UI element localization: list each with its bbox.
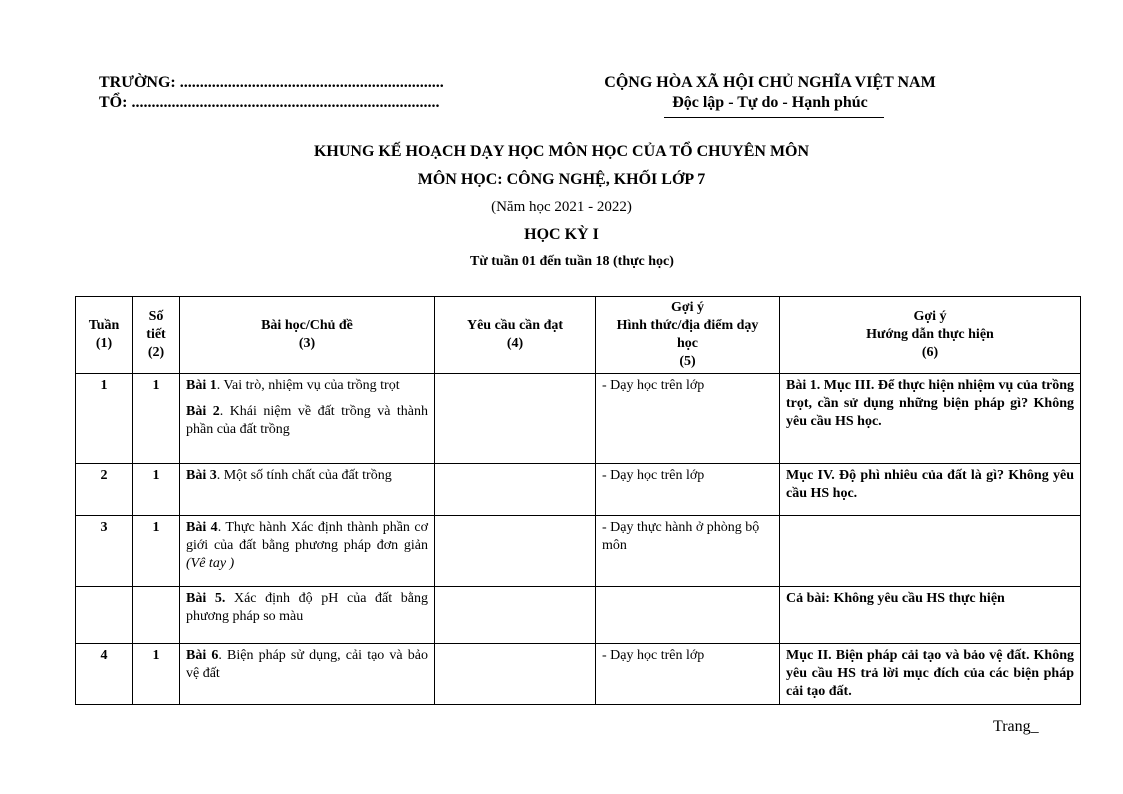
lesson-cell	[180, 374, 435, 464]
national-header	[560, 73, 980, 113]
team-label: TỔ: .............................................................................	[99, 94, 440, 111]
document-title: KHUNG KẾ HOẠCH DẠY HỌC MÔN HỌC CỦA TỔ CHUYÊN MÔN	[313, 143, 810, 160]
header-form-num: (5)	[679, 354, 696, 369]
week-cell: 2	[76, 464, 133, 516]
lesson-title: . Vai trò, nhiệm vụ của trồng trọt	[216, 378, 400, 393]
periods-cell: 1	[133, 464, 180, 516]
lesson-item	[186, 467, 428, 485]
week-cell: 4	[76, 644, 133, 705]
header-week	[76, 297, 133, 374]
lesson-note: (Vê tay )	[186, 556, 235, 571]
lesson-item	[186, 590, 428, 626]
guide-cell: Cả bài: Không yêu cầu HS thực hiện	[780, 587, 1081, 644]
guide-cell: Bài 1. Mục III. Để thực hiện nhiệm vụ của trồng trọt, cần sử dụng những biện pháp gì? Không yêu cầu HS học.	[780, 374, 1081, 464]
header-periods-label-1: Số	[148, 309, 164, 324]
lesson-number: Bài 5.	[186, 591, 226, 606]
header-form-label-1: Gợi ý	[670, 300, 705, 315]
lesson-number: Bài 6	[186, 648, 219, 663]
lesson-item	[186, 403, 428, 439]
page-number: Trang_	[993, 718, 1039, 735]
school-line	[99, 73, 444, 93]
teaching-plan-table	[75, 296, 1081, 705]
header-form	[596, 297, 780, 374]
weeks-range: Từ tuần 01 đến tuần 18 (thực học)	[470, 254, 674, 269]
header-periods-label-2: tiết	[146, 327, 166, 342]
team-line	[99, 93, 444, 113]
guide-cell: Mục IV. Độ phì nhiêu của đất là gì? Không yêu cầu HS học.	[780, 464, 1081, 516]
form-cell: - Dạy học trên lớp	[596, 374, 780, 464]
motto: Độc lập - Tự do - Hạnh phúc	[672, 94, 868, 111]
requirement-cell	[435, 374, 596, 464]
header-guide-label-1: Gợi ý	[913, 309, 947, 324]
requirement-cell	[435, 587, 596, 644]
requirement-cell	[435, 516, 596, 587]
country-name: CỘNG HÒA XÃ HỘI CHỦ NGHĨA VIỆT NAM	[604, 74, 936, 91]
lesson-cell	[180, 516, 435, 587]
lesson-title: . Một số tính chất của đất trồng	[216, 468, 392, 483]
periods-cell: 1	[133, 516, 180, 587]
lesson-number: Bài 2	[186, 404, 220, 419]
week-cell	[76, 587, 133, 644]
week-cell: 1	[76, 374, 133, 464]
lesson-cell	[180, 464, 435, 516]
form-cell: - Dạy học trên lớp	[596, 464, 780, 516]
lesson-title: . Thực hành Xác định thành phần cơ giới của đất bằng phương pháp đơn giản	[186, 520, 428, 553]
table-header-row	[76, 297, 1081, 374]
header-form-label-2: Hình thức/địa điểm dạy	[616, 318, 759, 333]
periods-cell	[133, 587, 180, 644]
lesson-item	[186, 377, 428, 395]
header-lesson	[180, 297, 435, 374]
requirement-cell	[435, 644, 596, 705]
lesson-number: Bài 4	[186, 520, 218, 535]
table-row	[76, 516, 1081, 587]
week-cell: 3	[76, 516, 133, 587]
guide-cell: Mục II. Biện pháp cải tạo và bảo vệ đất. Không yêu cầu HS trả lời mục đích của các biện pháp cải tạo đất.	[780, 644, 1081, 705]
header-week-num: (1)	[95, 336, 113, 351]
header-requirement-num: (4)	[506, 336, 524, 351]
school-year: (Năm học 2021 - 2022)	[491, 199, 632, 215]
header-periods	[133, 297, 180, 374]
motto-underline	[664, 117, 884, 118]
lesson-title: Xác định độ pH của đất bằng phương pháp so màu	[186, 591, 428, 624]
table-row	[76, 464, 1081, 516]
table-row	[76, 587, 1081, 644]
lesson-number: Bài 3	[186, 468, 217, 483]
school-label: TRƯỜNG: ..................................................................	[99, 74, 444, 91]
form-cell: - Dạy thực hành ở phòng bộ môn	[596, 516, 780, 587]
subject-title: MÔN HỌC: CÔNG NGHỆ, KHỐI LỚP 7	[417, 171, 706, 188]
requirement-cell	[435, 464, 596, 516]
header-guide	[780, 297, 1081, 374]
lesson-item	[186, 647, 428, 683]
header-guide-num: (6)	[921, 345, 939, 360]
lesson-cell	[180, 644, 435, 705]
lesson-title: . Biện pháp sử dụng, cải tạo và bảo vệ đất	[186, 648, 428, 681]
periods-cell: 1	[133, 374, 180, 464]
lesson-cell	[180, 587, 435, 644]
lesson-title: . Khái niệm về đất trồng và thành phần của đất trồng	[186, 404, 428, 437]
lesson-number: Bài 1	[186, 378, 217, 393]
table-row	[76, 644, 1081, 705]
header-lesson-num: (3)	[298, 336, 316, 351]
header-requirement-label: Yêu cầu cần đạt	[466, 318, 564, 333]
header-lesson-label: Bài học/Chủ đề	[261, 318, 353, 333]
header-requirement	[435, 297, 596, 374]
header-guide-label-2: Hướng dẫn thực hiện	[866, 327, 994, 342]
table-row	[76, 374, 1081, 464]
guide-cell	[780, 516, 1081, 587]
lesson-item	[186, 519, 428, 573]
header-week-label: Tuần	[88, 318, 120, 333]
form-cell: - Dạy học trên lớp	[596, 644, 780, 705]
header-periods-num: (2)	[147, 345, 165, 360]
form-cell	[596, 587, 780, 644]
semester-title: HỌC KỲ I	[524, 226, 599, 243]
school-header	[99, 73, 444, 113]
header-form-label-3: học	[677, 336, 698, 351]
periods-cell: 1	[133, 644, 180, 705]
